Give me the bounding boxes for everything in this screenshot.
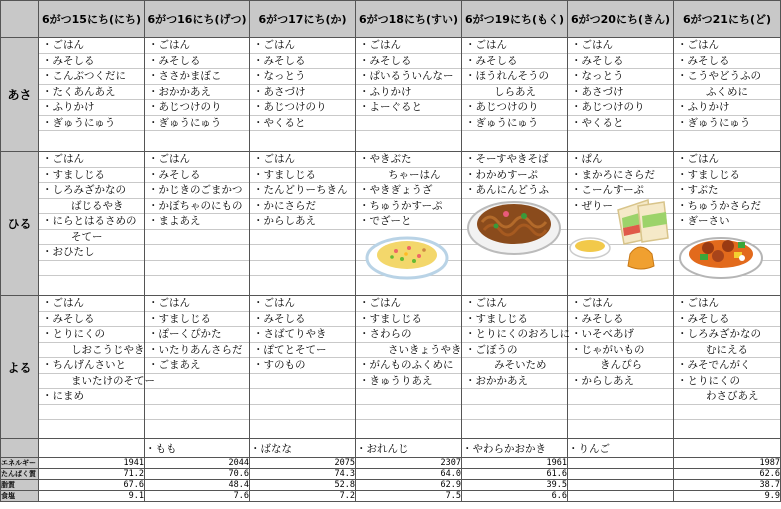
nutrition-row-salt xyxy=(1,491,781,502)
menu-item: ・みそしる xyxy=(356,54,461,70)
nutrition-value: 62.9 xyxy=(356,480,462,491)
menu-item: ・ごはん xyxy=(674,38,780,54)
dessert-label xyxy=(1,439,39,458)
menu-item: ・ふりかけ xyxy=(39,100,144,116)
menu-item: ・すましじる xyxy=(462,312,567,328)
menu-line xyxy=(145,276,249,292)
nutrition-value: 1941 xyxy=(39,458,145,469)
menu-item: ・みそでんがく xyxy=(674,358,780,374)
menu-item: みそいため xyxy=(462,358,567,374)
sweet-sour-pork-icon xyxy=(678,224,764,280)
menu-item: ・よーぐると xyxy=(356,100,461,116)
menu-item: ・いそべあげ xyxy=(568,327,673,343)
menu-item: ・ごはん xyxy=(356,296,461,312)
menu-item: ・あじつけのり xyxy=(568,100,673,116)
menu-item: ・すましじる xyxy=(674,168,780,184)
menu-item: ・からしあえ xyxy=(568,374,673,390)
menu-line xyxy=(250,420,355,436)
menu-item: まいたけのそてー xyxy=(39,374,144,390)
meal-label-breakfast: あさ xyxy=(1,38,39,152)
menu-item: ・そーすやきそば xyxy=(462,152,567,168)
menu-item: ・かにさらだ xyxy=(250,199,355,215)
menu-item: ・さばてりやき xyxy=(250,327,355,343)
menu-item: ・じゃがいもの xyxy=(568,343,673,359)
dessert-cell: ・ばなな xyxy=(250,439,356,458)
breakfast-cell xyxy=(674,38,781,152)
menu-line xyxy=(568,389,673,405)
menu-item: ・みそしる xyxy=(250,312,355,328)
day-header: 6がつ15にち(にち) xyxy=(39,1,145,38)
dessert-row xyxy=(1,439,781,458)
nutrition-value: 52.8 xyxy=(250,480,356,491)
menu-item: ・ごはん xyxy=(250,152,355,168)
menu-item: ・ごはん xyxy=(568,296,673,312)
menu-line xyxy=(568,131,673,147)
menu-item: ・みそしる xyxy=(674,312,780,328)
menu-item: ・ごはん xyxy=(39,152,144,168)
menu-item: しおこうじやき xyxy=(39,343,144,359)
dessert-cell: ・おれんじ xyxy=(356,439,462,458)
menu-item: ・まかろにさらだ xyxy=(568,168,673,184)
menu-item: ・みそしる xyxy=(145,168,249,184)
menu-item: ・ごまあえ xyxy=(145,358,249,374)
menu-item: ちゃーはん xyxy=(356,168,461,184)
menu-item: ・ごはん xyxy=(674,296,780,312)
breakfast-cell xyxy=(39,38,145,152)
menu-item: ふくめに xyxy=(674,85,780,101)
sandwich-soup-icon xyxy=(568,198,672,278)
menu-item: ・わかめすーぷ xyxy=(462,168,567,184)
menu-item: ・あじつけのり xyxy=(250,100,355,116)
menu-line xyxy=(250,374,355,390)
menu-item: ・ごはん xyxy=(250,296,355,312)
menu-line xyxy=(145,389,249,405)
menu-item: ・ごはん xyxy=(462,296,567,312)
menu-line xyxy=(462,276,567,292)
menu-item: ・みそしる xyxy=(250,54,355,70)
menu-item: ・ぎゅうにゅう xyxy=(39,116,144,132)
menu-item: ・やくると xyxy=(568,116,673,132)
menu-line xyxy=(250,230,355,246)
nutrition-value: 1987 xyxy=(674,458,781,469)
day-header: 6がつ19にち(もく) xyxy=(462,1,568,38)
nutrition-value: 2075 xyxy=(250,458,356,469)
menu-item: しらあえ xyxy=(462,85,567,101)
nutrition-label: エネルギー xyxy=(1,458,39,469)
menu-item: ・すのもの xyxy=(250,358,355,374)
menu-item: ・あじつけのり xyxy=(462,100,567,116)
menu-line xyxy=(356,131,461,147)
nutrition-value xyxy=(568,480,674,491)
menu-item: ・みそしる xyxy=(674,54,780,70)
menu-line xyxy=(250,389,355,405)
menu-item: ・かじきのごまかつ xyxy=(145,183,249,199)
menu-item: ・きゅうりあえ xyxy=(356,374,461,390)
lunch-cell xyxy=(250,152,356,296)
dessert-cell: ・もも xyxy=(145,439,250,458)
nutrition-value: 7.6 xyxy=(145,491,250,502)
menu-item: ・あんにんどうふ xyxy=(462,183,567,199)
menu-line xyxy=(145,245,249,261)
menu-item: ・なっとう xyxy=(568,69,673,85)
menu-item: ・こーんすーぷ xyxy=(568,183,673,199)
dinner-cell xyxy=(462,296,568,439)
dinner-cell xyxy=(145,296,250,439)
menu-item: ・おかかあえ xyxy=(462,374,567,390)
header-row xyxy=(1,1,781,38)
menu-line xyxy=(145,374,249,390)
menu-item: ・ちゅうかすーぷ xyxy=(356,199,461,215)
nutrition-value: 67.6 xyxy=(39,480,145,491)
menu-line xyxy=(39,420,144,436)
menu-line xyxy=(568,420,673,436)
menu-item: ・たくあんあえ xyxy=(39,85,144,101)
fried-rice-icon xyxy=(364,228,450,280)
breakfast-cell xyxy=(356,38,462,152)
menu-item: ・ちゅうかさらだ xyxy=(674,199,780,215)
breakfast-cell xyxy=(145,38,250,152)
menu-item: ・ぜりー xyxy=(568,199,673,215)
nutrition-value: 61.6 xyxy=(462,469,568,480)
menu-line xyxy=(674,131,780,147)
menu-line xyxy=(462,405,567,421)
nutrition-value: 2044 xyxy=(145,458,250,469)
menu-item: ・ぽてとそてー xyxy=(250,343,355,359)
dinner-row xyxy=(1,296,781,439)
menu-item: ・ごはん xyxy=(250,38,355,54)
menu-line xyxy=(250,276,355,292)
menu-item: ・ごはん xyxy=(145,152,249,168)
menu-item: ・ごはん xyxy=(674,152,780,168)
menu-item: ・なっとう xyxy=(250,69,355,85)
day-header: 6がつ20にち(きん) xyxy=(568,1,674,38)
menu-line xyxy=(39,131,144,147)
menu-item: ・いたりあんさらだ xyxy=(145,343,249,359)
menu-item: ・ごはん xyxy=(356,38,461,54)
nutrition-value: 1961 xyxy=(462,458,568,469)
menu-item: ・ごぼうの xyxy=(462,343,567,359)
menu-item: ・みそしる xyxy=(462,54,567,70)
menu-item: ・こうやどうふの xyxy=(674,69,780,85)
menu-item: ・あさづけ xyxy=(568,85,673,101)
menu-line xyxy=(250,261,355,277)
menu-item: ・おひたし xyxy=(39,245,144,261)
menu-item: ・すましじる xyxy=(356,312,461,328)
menu-line xyxy=(39,261,144,277)
menu-line xyxy=(462,420,567,436)
menu-line xyxy=(356,389,461,405)
menu-item: さいきょうやき xyxy=(356,343,461,359)
menu-item: ・ぎゅうにゅう xyxy=(462,116,567,132)
menu-line xyxy=(356,405,461,421)
dinner-cell xyxy=(250,296,356,439)
breakfast-cell xyxy=(250,38,356,152)
menu-line xyxy=(674,405,780,421)
nutrition-value: 9.9 xyxy=(674,491,781,502)
nutrition-value xyxy=(568,491,674,502)
menu-line xyxy=(145,405,249,421)
menu-item: ・とりにくの xyxy=(674,374,780,390)
menu-item: ・ふりかけ xyxy=(356,85,461,101)
menu-item: ・ごはん xyxy=(145,296,249,312)
nutrition-value: 70.6 xyxy=(145,469,250,480)
menu-item: ・こんぶつくだに xyxy=(39,69,144,85)
menu-item: そてー xyxy=(39,230,144,246)
menu-item: ・みそしる xyxy=(39,312,144,328)
menu-item: ・おかかあえ xyxy=(145,85,249,101)
menu-item: ・ささかまぼこ xyxy=(145,69,249,85)
menu-item: ・ほうれんそうの xyxy=(462,69,567,85)
menu-item: ・まよあえ xyxy=(145,214,249,230)
nutrition-value: 74.3 xyxy=(250,469,356,480)
menu-item: ・やきぎょうざ xyxy=(356,183,461,199)
dinner-cell xyxy=(674,296,781,439)
menu-line xyxy=(39,405,144,421)
menu-item: ・がんものふくめに xyxy=(356,358,461,374)
dessert-cell: ・やわらかおかき xyxy=(462,439,568,458)
dessert-cell: ・りんご xyxy=(568,439,674,458)
corner-cell xyxy=(1,1,39,38)
menu-line xyxy=(356,420,461,436)
dessert-cell xyxy=(674,439,781,458)
menu-item: ・ぱん xyxy=(568,152,673,168)
menu-item: ばじるやき xyxy=(39,199,144,215)
nutrition-label: たんぱく質 xyxy=(1,469,39,480)
menu-item: ・ぱいるういんなー xyxy=(356,69,461,85)
menu-item: ・ごはん xyxy=(39,296,144,312)
menu-line xyxy=(145,131,249,147)
menu-item: ・ふりかけ xyxy=(674,100,780,116)
menu-item: ・ぎゅうにゅう xyxy=(674,116,780,132)
nutrition-value: 2307 xyxy=(356,458,462,469)
menu-item: ・にまめ xyxy=(39,389,144,405)
menu-item: ・ごはん xyxy=(462,38,567,54)
menu-item: きんぴら xyxy=(568,358,673,374)
menu-item: むにえる xyxy=(674,343,780,359)
menu-item: ・すましじる xyxy=(145,312,249,328)
nutrition-row-protein xyxy=(1,469,781,480)
menu-line xyxy=(568,405,673,421)
nutrition-value: 7.5 xyxy=(356,491,462,502)
lunch-cell xyxy=(145,152,250,296)
nutrition-value: 48.4 xyxy=(145,480,250,491)
dessert-cell xyxy=(39,439,145,458)
menu-item: ・ぎゅうにゅう xyxy=(145,116,249,132)
breakfast-cell xyxy=(568,38,674,152)
menu-line xyxy=(250,131,355,147)
dinner-cell xyxy=(568,296,674,439)
menu-item: ・すぶた xyxy=(674,183,780,199)
breakfast-cell xyxy=(462,38,568,152)
day-header: 6がつ16にち(げつ) xyxy=(145,1,250,38)
menu-item: ・ぽーくぴかた xyxy=(145,327,249,343)
nutrition-value xyxy=(568,469,674,480)
menu-line xyxy=(145,420,249,436)
menu-item: ・みそしる xyxy=(568,54,673,70)
nutrition-row-energy xyxy=(1,458,781,469)
nutrition-value: 62.6 xyxy=(674,469,781,480)
yakisoba-icon xyxy=(466,186,562,256)
nutrition-row-fat xyxy=(1,480,781,491)
menu-line xyxy=(462,261,567,277)
menu-line xyxy=(674,420,780,436)
nutrition-value: 71.2 xyxy=(39,469,145,480)
menu-item: ・にらとはるさめの xyxy=(39,214,144,230)
nutrition-value: 39.5 xyxy=(462,480,568,491)
menu-item: ・かぼちゃのにもの xyxy=(145,199,249,215)
menu-item: わさびあえ xyxy=(674,389,780,405)
menu-item: ・みそしる xyxy=(39,54,144,70)
menu-item: ・ちんげんさいと xyxy=(39,358,144,374)
menu-line xyxy=(462,131,567,147)
menu-item: ・ごはん xyxy=(145,38,249,54)
nutrition-value: 6.6 xyxy=(462,491,568,502)
meal-label-lunch: ひる xyxy=(1,152,39,296)
lunch-cell xyxy=(39,152,145,296)
menu-line xyxy=(250,245,355,261)
menu-item: ・やくると xyxy=(250,116,355,132)
menu-item: ・とりにくの xyxy=(39,327,144,343)
dinner-cell xyxy=(356,296,462,439)
menu-item: ・すましじる xyxy=(250,168,355,184)
dinner-cell xyxy=(39,296,155,439)
menu-item: ・あじつけのり xyxy=(145,100,249,116)
nutrition-label: 食塩 xyxy=(1,491,39,502)
day-header: 6がつ18にち(すい) xyxy=(356,1,462,38)
menu-item: ・みそしる xyxy=(568,312,673,328)
nutrition-value: 64.0 xyxy=(356,469,462,480)
menu-item: ・とりにくのおろしに xyxy=(462,327,567,343)
menu-item: ・やきぶた xyxy=(356,152,461,168)
menu-line xyxy=(39,276,144,292)
menu-item: ・しろみざかなの xyxy=(674,327,780,343)
nutrition-label: 脂質 xyxy=(1,480,39,491)
menu-line xyxy=(568,276,673,292)
menu-item: ・あさづけ xyxy=(250,85,355,101)
menu-item: ・ぎーさい xyxy=(674,214,780,230)
menu-item: ・からしあえ xyxy=(250,214,355,230)
nutrition-value xyxy=(568,458,674,469)
meal-label-dinner: よる xyxy=(1,296,39,439)
menu-line xyxy=(145,261,249,277)
menu-item: ・すましじる xyxy=(39,168,144,184)
menu-item: ・しろみざかなの xyxy=(39,183,144,199)
menu-line xyxy=(462,389,567,405)
menu-item: ・さわらの xyxy=(356,327,461,343)
menu-item: ・ごはん xyxy=(568,38,673,54)
menu-item: ・たんどりーちきん xyxy=(250,183,355,199)
menu-item: ・でざーと xyxy=(356,214,461,230)
nutrition-value: 7.2 xyxy=(250,491,356,502)
day-header: 6がつ21にち(ど) xyxy=(674,1,781,38)
nutrition-value: 38.7 xyxy=(674,480,781,491)
menu-line xyxy=(250,405,355,421)
day-header: 6がつ17にち(か) xyxy=(250,1,356,38)
nutrition-value: 9.1 xyxy=(39,491,145,502)
menu-line xyxy=(356,116,461,132)
breakfast-row xyxy=(1,38,781,152)
menu-line xyxy=(145,230,249,246)
menu-item: ・ごはん xyxy=(39,38,144,54)
menu-item: ・みそしる xyxy=(145,54,249,70)
